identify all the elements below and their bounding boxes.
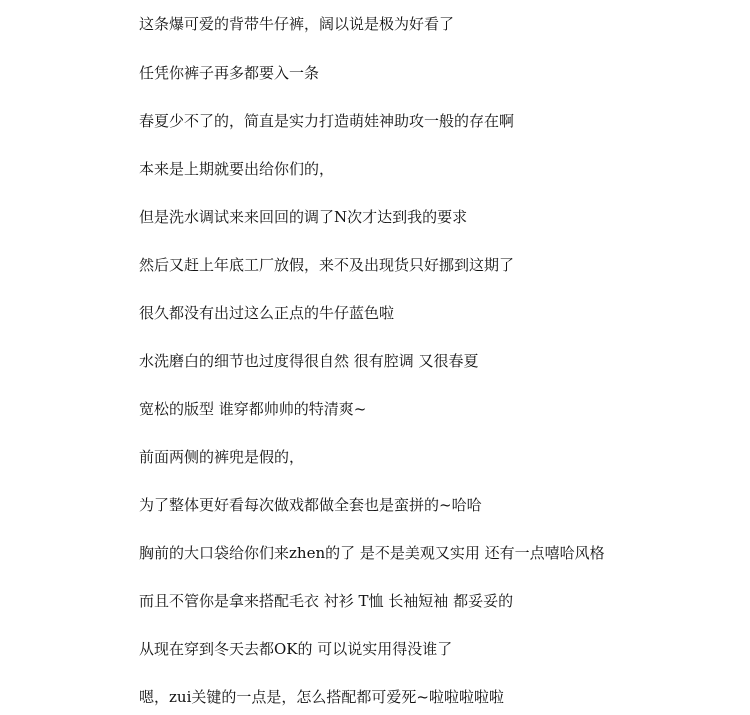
- text-line: 前面两侧的裤兜是假的，: [139, 448, 305, 466]
- text-line: 水洗磨白的细节也过度得很自然 很有腔调 又很春夏: [139, 352, 479, 370]
- text-line: 嗯，zui关键的一点是，怎么搭配都可爱死~啦啦啦啦啦: [139, 688, 504, 706]
- text-line: 任凭你裤子再多都要入一条: [139, 64, 320, 82]
- text-line: 但是洗水调试来来回回的调了N次才达到我的要求: [139, 208, 468, 226]
- text-line: 为了整体更好看每次做戏都做全套也是蛮拼的~哈哈: [139, 496, 482, 514]
- text-line: 胸前的大口袋给你们来zhen的了 是不是美观又实用 还有一点嘻哈风格: [139, 544, 605, 562]
- text-line: 本来是上期就要出给你们的，: [139, 160, 335, 178]
- text-line: 宽松的版型 谁穿都帅帅的特清爽~: [139, 400, 367, 418]
- text-line: 这条爆可爱的背带牛仔裤，阔以说是极为好看了: [139, 15, 455, 33]
- text-line: 很久都没有出过这么正点的牛仔蓝色啦: [139, 304, 395, 322]
- text-line: 春夏少不了的，简直是实力打造萌娃神助攻一般的存在啊: [139, 112, 515, 130]
- text-line: 而且不管你是拿来搭配毛衣 衬衫 T恤 长袖短袖 都妥妥的: [139, 592, 514, 610]
- text-line: 然后又赶上年底工厂放假，来不及出现货只好挪到这期了: [139, 256, 515, 274]
- text-line: 从现在穿到冬天去都OK的 可以说实用得没谁了: [139, 640, 453, 658]
